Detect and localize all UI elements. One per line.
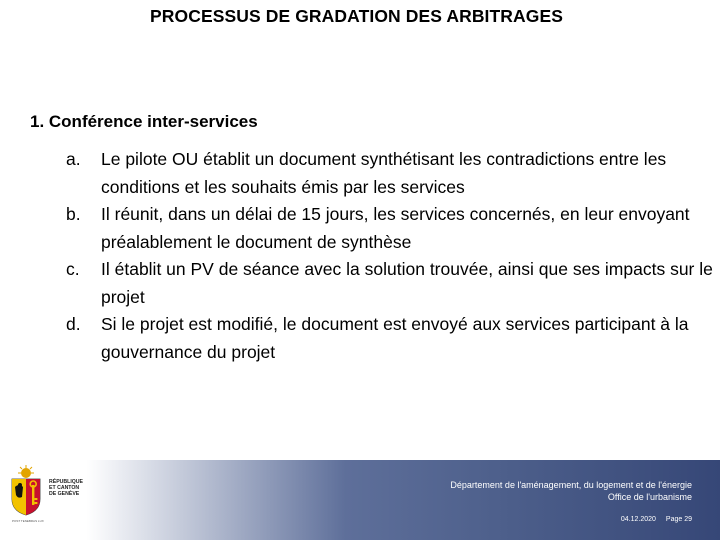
item-marker: a. <box>66 149 81 169</box>
footer-department <box>450 479 692 503</box>
logo-wordmark <box>49 479 83 498</box>
item-text: Si le projet est modifié, le document est envoyé aux services participant à la gouvernance du projet <box>101 314 689 362</box>
logo-line: ET CANTON <box>49 485 80 492</box>
section-heading: 1. Conférence inter-services <box>30 112 258 131</box>
footer-meta <box>613 516 692 523</box>
item-marker: b. <box>66 204 81 224</box>
list-item <box>66 311 716 366</box>
list-item <box>66 256 716 311</box>
page-number: Page 29 <box>665 516 692 523</box>
item-text: Il établit un PV de séance avec la solution trouvée, ainsi que ses impacts sur le projet <box>101 259 713 307</box>
item-list <box>66 146 716 366</box>
slide-date: 04.12.2020 <box>620 516 656 523</box>
logo-motto: POST TENEBRAS LUX <box>12 519 44 523</box>
item-marker: d. <box>66 314 81 334</box>
slide-title: PROCESSUS DE GRADATION DES ARBITRAGES <box>150 6 564 26</box>
department-name: Département de l'aménagement, du logement et de l'énergie <box>450 480 692 490</box>
geneva-logo <box>2 463 88 525</box>
list-item <box>66 201 716 256</box>
list-item <box>66 146 716 201</box>
item-text: Le pilote OU établit un document synthétisant les contradictions entre les conditions et les souhaits émis par les services <box>101 149 667 197</box>
item-marker: c. <box>66 259 80 279</box>
logo-line: DE GENÈVE <box>49 491 80 498</box>
geneva-coat-of-arms-icon <box>4 465 48 517</box>
office-name: Office de l'urbanisme <box>607 492 692 502</box>
logo-line: RÉPUBLIQUE <box>49 479 84 485</box>
item-text: Il réunit, dans un délai de 15 jours, les services concernés, en leur envoyant préalablement le document de synthèse <box>101 204 690 252</box>
